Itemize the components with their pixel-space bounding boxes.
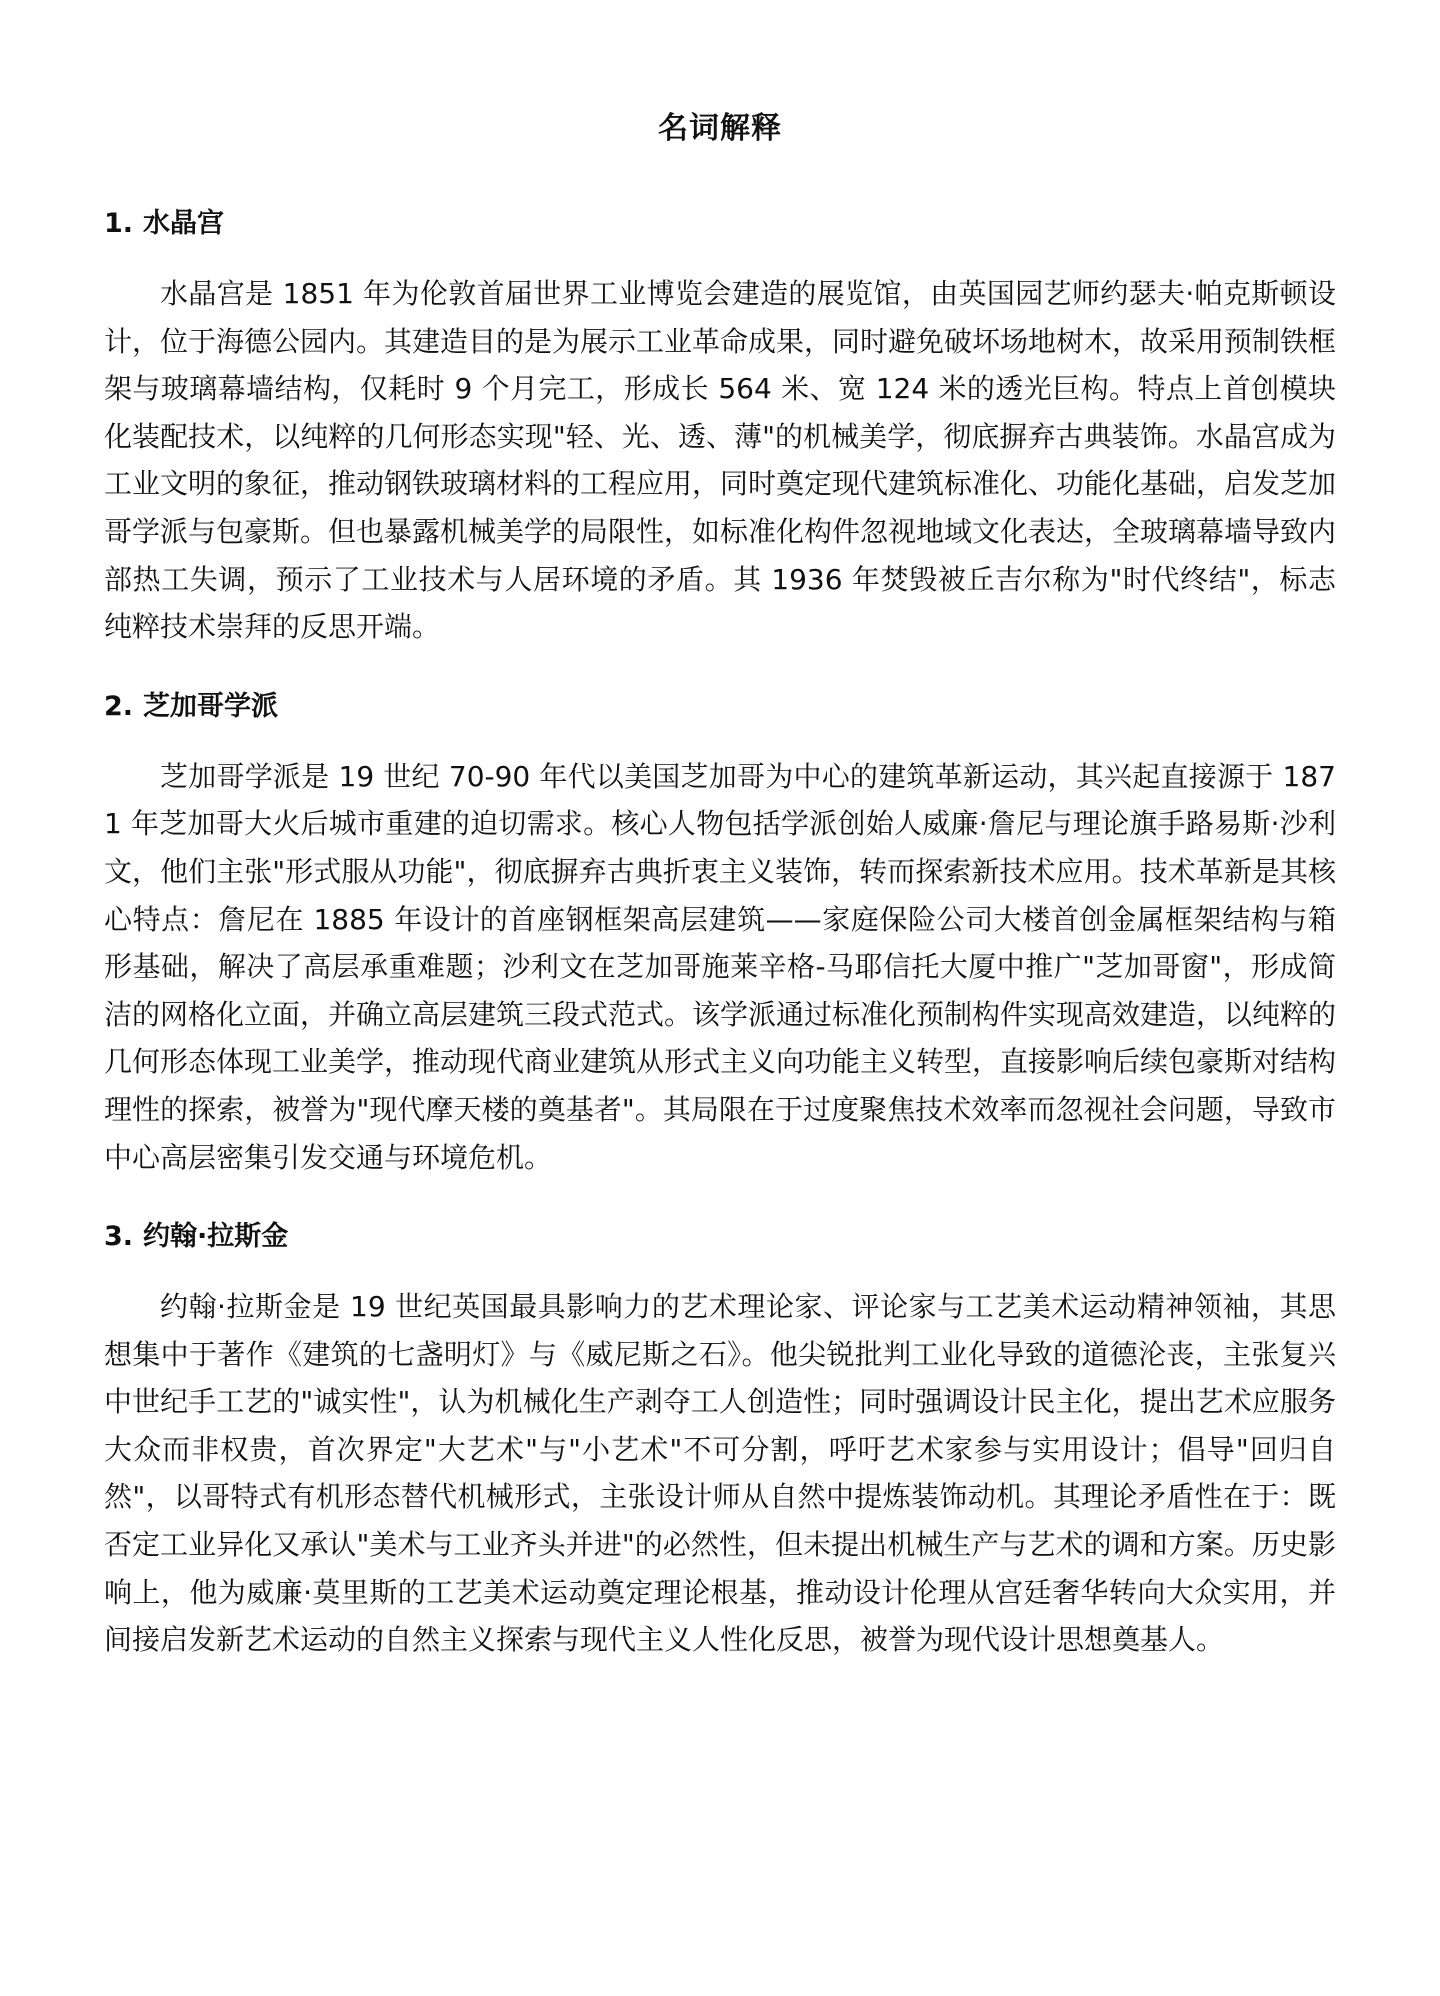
document-title: 名词解释 bbox=[658, 111, 782, 146]
section-heading bbox=[104, 687, 1336, 727]
section-heading bbox=[104, 204, 1336, 244]
section-number: 1. bbox=[104, 208, 134, 239]
section-body: 水晶宫是 1851 年为伦敦首届世界工业博览会建造的展览馆，由英国园艺师约瑟夫·帕克斯顿设计，位于海德公园内。其建造目的是为展示工业革命成果，同时避免破坏场地树木，故采用预制铁框架与玻璃幕墙结构，仅耗时 9 个月完工，形成长 564 米、宽 124 米的透光巨构。特点上首创模块化装配技术，以纯粹的几何形态实现"轻、光、透、薄"的机械美学，彻底摒弃古典装饰。水晶宫成为工业文明的象征，推动钢铁玻璃材料的工程应用，同时奠定现代建筑标准化、功能化基础，启发芝加哥学派与包豪斯。但也暴露机械美学的局限性，如标准化构件忽视地域文化表达，全玻璃幕墙导致内部热工失调，预示了工业技术与人居环境的矛盾。其 1936 年焚毁被丘吉尔称为"时代终结"，标志纯粹技术崇拜的反思开端。 bbox=[104, 277, 1337, 644]
section-body: 芝加哥学派是 19 世纪 70-90 年代以美国芝加哥为中心的建筑革新运动，其兴起直接源于 1871 年芝加哥大火后城市重建的迫切需求。核心人物包括学派创始人威廉·詹尼与理论旗手路易斯·沙利文，他们主张"形式服从功能"，彻底摒弃古典折衷主义装饰，转而探索新技术应用。技术革新是其核心特点：詹尼在 1885 年设计的首座钢框架高层建筑——家庭保险公司大楼首创金属框架结构与箱形基础，解决了高层承重难题；沙利文在芝加哥施莱辛格-马耶信托大厦中推广"芝加哥窗"，形成简洁的网格化立面，并确立高层建筑三段式范式。该学派通过标准化预制构件实现高效建造，以纯粹的几何形态体现工业美学，推动现代商业建筑从形式主义向功能主义转型，直接影响后续包豪斯对结构理性的探索，被誉为"现代摩天楼的奠基者"。其局限在于过度聚焦技术效率而忽视社会问题，导致市中心高层密集引发交通与环境危机。 bbox=[104, 759, 1337, 1174]
section-john-ruskin bbox=[104, 1217, 1336, 1664]
section-body: 约翰·拉斯金是 19 世纪英国最具影响力的艺术理论家、评论家与工艺美术运动精神领袖，其思想集中于著作《建筑的七盏明灯》与《威尼斯之石》。他尖锐批判工业化导致的道德沦丧，主张复兴中世纪手工艺的"诚实性"，认为机械化生产剥夺工人创造性；同时强调设计民主化，提出艺术应服务大众而非权贵，首次界定"大艺术"与"小艺术"不可分割，呼吁艺术家参与实用设计；倡导"回归自然"，以哥特式有机形态替代机械形式，主张设计师从自然中提炼装饰动机。其理论矛盾性在于：既否定工业异化又承认"美术与工业齐头并进"的必然性，但未提出机械生产与艺术的调和方案。历史影响上，他为威廉·莫里斯的工艺美术运动奠定理论根基，推动设计伦理从宫廷奢华转向大众实用，并间接启发新艺术运动的自然主义探索与现代主义人性化反思，被誉为现代设计思想奠基人。 bbox=[104, 1290, 1336, 1657]
section-crystal-palace bbox=[104, 204, 1336, 651]
section-chicago-school bbox=[104, 687, 1336, 1181]
section-number: 2. bbox=[104, 690, 134, 722]
section-heading-text: 约翰·拉斯金 bbox=[143, 1221, 289, 1253]
section-heading bbox=[104, 1217, 1336, 1257]
section-number: 3. bbox=[104, 1221, 134, 1253]
section-heading-text: 芝加哥学派 bbox=[143, 690, 279, 722]
section-heading-text: 水晶宫 bbox=[143, 208, 225, 239]
